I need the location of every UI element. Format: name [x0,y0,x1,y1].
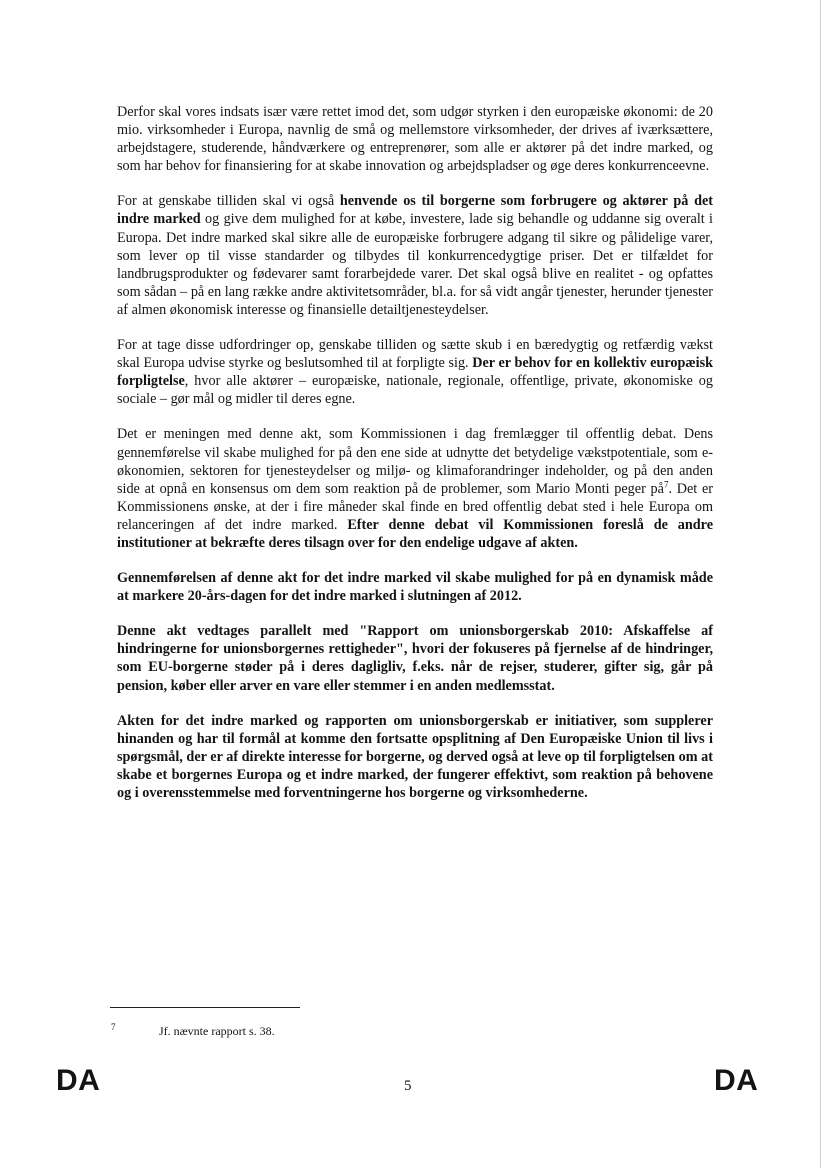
paragraph [117,336,713,408]
text-run: . Det er Kommissionens ønske, at der i fire måneder skal finde en bred offentlig debat sted i hele Europa om relanceringen af det indre marked. [117,480,713,533]
text-run: , hvor alle aktører – europæiske, nationale, regionale, offentlige, private, økonomiske og sociale – gør mål og midler til deres egne. [117,373,713,408]
text-run: og give dem mulighed for at købe, investere, lade sig behandle og uddanne sig overalt i Europa. Det indre marked skal sikre alle de europæiske forbrugere adgang til sikre og pålidelige varer, som lever op til visse standarder og tilbydes til konkurrencedygtige priser. Det er tilfældet for landbrugsprodukter og fødevarer samt forarbejdede varer. Det skal også blive en realitet - og opfattes som sådan – på en lang række andre aktivitetsområder, bl.a. for så vidt angår tjenester, herunder tjenester af almen økonomisk interesse og finansielle detailtjenesteydelser. [117,211,713,318]
text-run: For at genskabe tilliden skal vi også [117,193,340,210]
paragraph [117,425,713,552]
scan-edge [820,0,821,1168]
page-number: 5 [404,1078,412,1094]
body-text [117,103,713,819]
paragraph [117,622,713,694]
bold-text: Gennemførelsen af denne akt for det indre marked vil skabe mulighed for på en dynamisk måde at markere 20-års-dagen for det indre marked i slutningen af 2012. [117,570,713,605]
text-run: For at tage disse udfordringer op, genskabe tilliden og sætte skub i en bæredygtig og retfærdig vækst skal Europa udvise styrke og beslutsomhed til at forpligte sig. [117,337,713,372]
bold-text: Der er behov for en kollektiv europæisk forpligtelse [117,355,713,390]
language-code-left: DA [56,1064,101,1097]
bold-text: henvende os til borgerne som forbrugere og aktører på det indre marked [117,193,714,228]
footnote-separator [110,1007,300,1008]
language-code-right: DA [714,1064,759,1097]
footnote-reference: 7 [663,478,669,489]
paragraph [117,103,713,175]
paragraph [117,569,713,605]
footnote-mark: 7 [111,1022,116,1032]
bold-text: Efter denne debat vil Kommissionen foreslå de andre institutioner at bekræfte deres tilsagn over for den endelige udgave af akten. [117,516,713,551]
paragraph [117,192,713,319]
bold-text: Denne akt vedtages parallelt med "Rapport om unionsborgerskab 2010: Afskaffelse af hindringerne for unionsborgernes rettigheder", hvori der fokuseres på fjernelse af de hindringer, som EU-borgerne støder på i deres dagligliv, f.eks. når de rejser, studerer, gifter sig, går på pension, køber eller arver en vare eller stemmer i en anden medlemsstat. [117,623,713,694]
bold-text: Akten for det indre marked og rapporten om unionsborgerskab er initiativer, som supplerer hinanden og har til formål at komme den fortsatte opsplitning af Den Europæiske Union til livs i spørgsmål, der er af direkte interesse for borgerne, og derved også at leve op til forpligtelsen om at skabe et borgernes Europa og et indre marked, der fungerer effektivt, som reaktion på behovene og i overensstemmelse med forventningerne hos borgerne og virksomhederne. [117,712,713,801]
paragraph [117,712,713,802]
text-run: Derfor skal vores indsats især være rettet imod det, som udgør styrken i den europæiske økonomi: de 20 mio. virksomheder i Europa, navnlig de små og mellemstore virksomheder, der drives af iværksættere, arbejdstagere, studerende, håndværkere og entreprenører, som alle er aktører på det indre marked, og som har behov for finansiering for at skabe innovation og arbejdspladser og øge deres konkurrenceevne. [117,104,713,175]
footnote-text: Jf. nævnte rapport s. 38. [159,1024,275,1038]
text-run: Det er meningen med denne akt, som Kommissionen i dag fremlægger til offentlig debat. Dens gennemførelse vil skabe mulighed for på den ene side at udnytte det betydelige vækstpotentiale, som e-økonomien, sektoren for tjenesteydelser og miljø- og klimaforandringer indeholder, og på den anden side at opnå en konsensus om dem som reaktion på de problemer, som Mario Monti peger på [117,426,713,497]
